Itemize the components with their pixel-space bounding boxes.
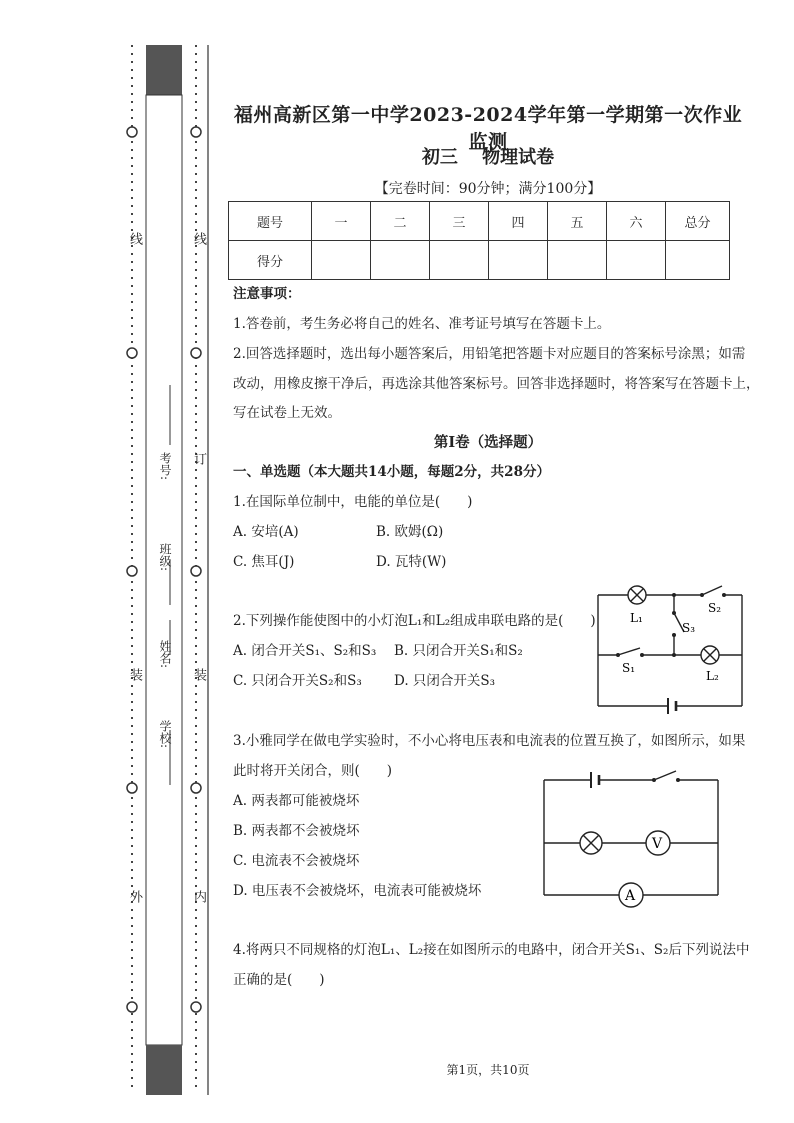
q2-circuit-diagram — [590, 580, 750, 720]
ammeter-label: A — [625, 888, 636, 904]
school-label: 学校: — [158, 720, 172, 749]
margin-label-inner-order: 订 — [191, 452, 206, 465]
q1-option-c: C. 焦耳(J) — [233, 554, 295, 570]
q1-stem: 1.在国际单位制中，电能的单位是( ) — [233, 494, 473, 510]
notes-heading: 注意事项： — [233, 286, 301, 302]
q3-option-c: C. 电流表不会被烧坏 — [233, 853, 360, 869]
table-cell: 五 — [548, 202, 607, 241]
margin-label-inner-line: 线 — [191, 232, 206, 245]
q1-option-b: B. 欧姆(Ω) — [376, 524, 444, 540]
q3-option-a: A. 两表都可能被烧坏 — [233, 793, 360, 809]
q2-option-d: D. 只闭合开关S₃ — [394, 673, 496, 689]
part-heading: 第I卷（选择题） — [433, 434, 543, 451]
q2-stem: 2.下列操作能使图中的小灯泡L₁和L₂组成串联电路的是( ) — [233, 613, 596, 629]
score-cell[interactable] — [430, 241, 489, 280]
label-s2: S₂ — [708, 601, 722, 615]
name-label: 姓名: — [158, 640, 172, 669]
margin-label-outer-bind: 装 — [127, 668, 142, 681]
q2-option-c: C. 只闭合开关S₂和S₃ — [233, 673, 362, 689]
page-number: 第1页，共10页 — [446, 1063, 530, 1077]
q3-circuit-diagram — [536, 765, 726, 910]
table-cell: 六 — [607, 202, 666, 241]
table-cell: 得分 — [229, 241, 312, 280]
voltmeter-label: V — [652, 836, 663, 852]
score-table — [228, 201, 730, 280]
notes-item-2-line-3: 写在试卷上无效。 — [233, 405, 341, 421]
exam-title: 福州高新区第一中学2023-2024学年第一学期第一次作业监测 — [233, 104, 743, 153]
q2-option-a: A. 闭合开关S₁、S₂和S₃ — [233, 643, 377, 659]
table-cell: 四 — [489, 202, 548, 241]
score-cell[interactable] — [548, 241, 607, 280]
score-cell[interactable] — [312, 241, 371, 280]
table-cell: 二 — [371, 202, 430, 241]
time-info: 【完卷时间：90分钟；满分100分】 — [374, 181, 602, 197]
notes-item-1: 1.答卷前，考生务必将自己的姓名、准考证号填写在答题卡上。 — [233, 316, 611, 332]
q3-option-b: B. 两表都不会被烧坏 — [233, 823, 360, 839]
section-heading: 一、单选题（本大题共14小题，每题2分，共28分） — [233, 464, 550, 480]
table-cell: 题号 — [229, 202, 312, 241]
q1-option-a: A. 安培(A) — [233, 524, 299, 540]
label-l2: L₂ — [706, 669, 719, 683]
exam-number-label: 考号: — [158, 452, 172, 481]
margin-label-outer: 外 — [127, 890, 142, 903]
q3-stem-line-1: 3.小雅同学在做电学实验时，不小心将电压表和电流表的位置互换了，如图所示，如果 — [233, 733, 746, 749]
class-label: 班级: — [158, 543, 172, 572]
table-cell: 三 — [430, 202, 489, 241]
exam-subtitle: 初三 物理试卷 — [421, 147, 555, 168]
margin-label-outer-line: 线 — [127, 232, 142, 245]
label-l1: L₁ — [630, 611, 643, 625]
q3-stem-line-2: 此时将开关闭合，则( ) — [233, 763, 393, 779]
margin-label-inner: 内 — [191, 890, 206, 903]
label-s3: S₃ — [682, 621, 696, 635]
score-table-header-row — [229, 202, 730, 241]
q4-stem-line-1: 4.将两只不同规格的灯泡L₁、L₂接在如图所示的电路中，闭合开关S₁、S₂后下列说法中 — [233, 942, 750, 958]
table-cell: 总分 — [666, 202, 730, 241]
margin-label-inner-bind: 装 — [191, 668, 206, 681]
notes-item-2-line-2: 改动，用橡皮擦干净后，再选涂其他答案标号。回答非选择题时，将答案写在答题卡上， — [233, 376, 760, 392]
q2-option-b: B. 只闭合开关S₁和S₂ — [394, 643, 523, 659]
table-cell: 一 — [312, 202, 371, 241]
notes-item-2-line-1: 2.回答选择题时，选出每小题答案后，用铅笔把答题卡对应题目的答案标号涂黑；如需 — [233, 346, 746, 362]
score-cell[interactable] — [489, 241, 548, 280]
score-cell[interactable] — [666, 241, 730, 280]
label-s1: S₁ — [622, 661, 636, 675]
q4-stem-line-2: 正确的是( ) — [233, 972, 325, 988]
score-cell[interactable] — [607, 241, 666, 280]
q3-option-d: D. 电压表不会被烧坏，电流表可能被烧坏 — [233, 883, 482, 899]
q1-option-d: D. 瓦特(W) — [376, 554, 447, 570]
score-cell[interactable] — [371, 241, 430, 280]
score-table-score-row — [229, 241, 730, 280]
